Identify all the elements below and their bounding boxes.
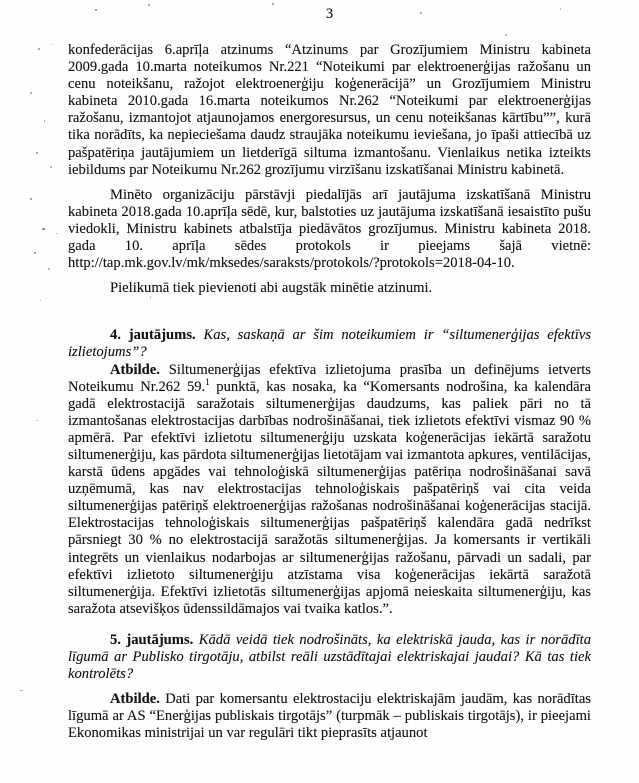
page-content [68,42,591,742]
question-5 [68,632,591,683]
paragraph-attachment-note: Pielikumā tiek pievienoti abi augstāk minētie atzinumi. [110,280,433,297]
scan-speck [560,8,561,10]
scan-speck [42,228,45,230]
scan-speck [30,92,32,94]
protocol-url-period: . [511,255,515,272]
answer-5-text: Dati par komersantu elektrostaciju elektriskajām jaudām, kas norādītas līgumā ar AS “Enerģijas publiskais tirgotājs” (turpmāk – publiskais tirgotājs), ir pieejami Ekonomikas ministrijai un var regulāri tikt pieprasīts atjaunot [68,691,591,742]
page-number: 3 [325,6,334,22]
answer-4-text-before-sup: Siltumenerģijas efektīva izlietojuma prasība un definējums ietverts Noteikumu Nr.262 59. [68,361,591,395]
scan-speck [20,690,23,691]
question-5-label: 5. jautājums. [110,631,194,648]
scan-speck [505,34,507,36]
scan-speck [50,166,52,168]
question-5-text: Kādā veidā tiek nodrošināts, ka elektriskā jauda, kas ir norādīta līgumā ar Publisko tirgotāju, atbilst reāli uzstādītajai elektriskajai jaudai? Kā tas tiek kontrolēts? [68,631,591,683]
answer-4-footnote-superscript: 1 [205,376,210,387]
scan-speck [38,48,40,50]
answer-5 [68,691,591,742]
scan-speck [36,420,38,421]
scan-speck [44,120,45,122]
question-4-text: Kas, saskaņā ar šim noteikumiem ir “siltumenerģijas efektīvs izlietojums”? [68,327,591,361]
answer-4-label: Atbilde. [110,361,160,378]
protocol-url: http://tap.mk.gov.lv/mk/mksedes/saraksts/protokols/?protokols=2018-04-10 [68,255,512,272]
answer-5-label: Atbilde. [110,691,160,708]
scan-speck [150,296,151,298]
question-4-label: 4. jautājums. [110,327,196,344]
answer-4-text-after-sup: punktā, kas nosaka, ka “Komersants nodrošina, ka kalendāra gadā elektrostacijā saražotais siltumenerģijas daudzums, kas paliek pāri no tā izmantošanas elektrostacijas darbības nodrošināšanai, tiek izlietots efektīvi vismaz 90 % apmērā. Par efektīvi izlietotu siltumenerģiju uzskata koģenerācijas iekārtā saražotu siltumenerģiju, kas pārdota siltumenerģijas lietotājam vai izmantota apkures, ventilācijas, karstā ūdens apgādes vai tehnoloģiskā siltumenerģijas patēriņa nodrošināšanai savā uzņēmumā, kas nav elektrostacijas tehnoloģiskais pašpatēriņš vai cita veida siltumenerģijas patēriņš elektroenerģijas ražošanas nodrošināšanai koģenerācijas stacijā. Elektrostacijas tehnoloģiskais siltumenerģijas pašpatēriņš kalendāra gadā nedrīkst pārsniegt 30 % no elektrostacijā saražotās siltumenerģijas. Ja komersants ir vertikāli integrēts un vienlaikus nodarbojas ar siltumenerģijas ražošanu, pārvadi un sadali, par efektīvi izlietoto siltumenerģiju atzīstama visa koģenerācijas iekārtā saražotā siltumenerģija. Efektīvi izlietotās siltumenerģijas apjomā neieskaita siltumenerģiju, kas saražota atsevišķos ūdenssildāmajos vai tvaika katlos.”. [68,378,591,617]
scan-speck [148,4,150,6]
answer-4 [68,362,591,618]
paragraph-confederation-opinion: konfederācijas 6.aprīļa atzinums “Atzinums par Grozījumiem Ministru kabineta 2009.gada 10.marta noteikumos Nr.221 “Noteikumi par elektroenerģijas ražošanu un cenu noteikšanu, ražojot elektroenerģiju koģenerācijā” un Grozījumiem Ministru kabineta 2010.gada 16.marta noteikumos Nr.262 “Noteikumi par elektroenerģijas ražošanu, izmantojot atjaunojamos energoresursus, un cenu noteikšanas kārtību””, kurā tika norādīts, ka nepieciešama daudz straujāka noteikumu ieviešana, jo īpaši attiecībā uz pašpatēriņa jautājumiem un lietderīgā siltuma izmantošanu. Vienlaikus netika izteikts iebildums par Noteikumu Nr.262 grozījumu virzīšanu izskatīšanai Ministru kabinetā. [68,42,591,178]
scan-speck [95,9,97,11]
cabinet-meeting-text: Minēto organizāciju pārstāvji piedalījās arī jautājuma izskatīšanā Ministru kabineta 2018.gada 10.aprīļa sēdē, kur, balstoties uz jautājuma izskatīšanā iesaistīto pušu viedokli, Ministru kabinets atbalstīja piedāvātos grozījumus. Ministru kabineta 2018. gada 10. aprīļa sēdes protokols ir pieejams šajā vietnē: [68,186,591,255]
scan-speck [52,44,53,45]
scan-speck [36,152,38,154]
scan-speck [420,12,422,14]
scan-speck [34,252,36,254]
paragraph-cabinet-meeting [68,187,591,272]
scan-speck [40,300,41,301]
question-4 [68,327,591,361]
scan-speck [272,3,274,5]
scan-speck [48,268,50,270]
scan-speck [56,233,57,234]
scan-speck [30,198,32,200]
